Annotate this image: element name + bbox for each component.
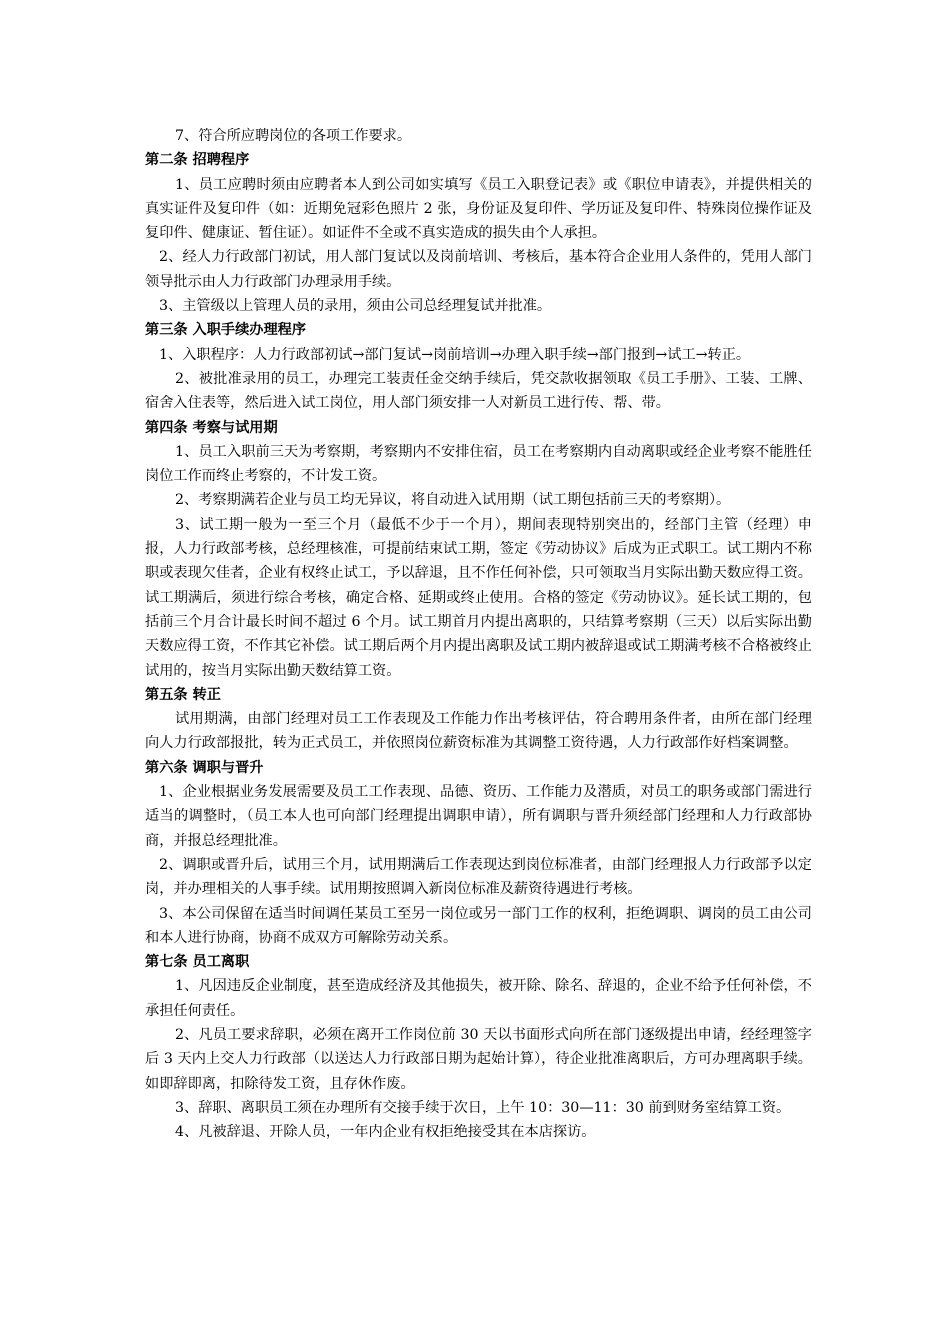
paragraph: 3、辞职、离职员工须在办理所有交接手续于次日，上午 10：30—11：30 前到财务室结算工资。 xyxy=(175,1099,791,1116)
article-heading: 第六条 调职与晋升 xyxy=(145,759,264,776)
article-heading: 第三条 入职手续办理程序 xyxy=(145,322,307,339)
paragraph: 4、凡被辞退、开除人员，一年内企业有权拒绝接受其在本店探访。 xyxy=(175,1124,596,1141)
paragraph: 2、调职或晋升后，试用三个月，试用期满后工作表现达到岗位标准者，由部门经理报人力行政部予以定岗，并办理相关的人事手续。试用期按照调入新岗位标准及薪资待遇进行考核。 xyxy=(145,856,812,898)
paragraph: 试用期满，由部门经理对员工工作表现及工作能力作出考核评估，符合聘用条件者，由所在部门经理向人力行政部报批，转为正式员工，并依照岗位薪资标准为其调整工资待遇，人力行政部作好档案调整。 xyxy=(145,711,812,752)
paragraph: 2、被批准录用的员工，办理完工装责任金交纳手续后，凭交款收据领取《员工手册》、工装、工牌、宿舍入住表等，然后进入试工岗位，用人部门须安排一人对新员工进行传、帮、带。 xyxy=(145,370,812,412)
article-heading: 第四条 考察与试用期 xyxy=(145,419,278,436)
paragraph: 3、试工期一般为一至三个月（最低不少于一个月），期间表现特别突出的，经部门主管（经理）申报，人力行政部考核，总经理核准，可提前结束试工期，签定《劳动协议》后成为正式职工。试工期内不称职或表现欠佳者，企业有权终止试工，予以辞退，且不作任何补偿，只可领取当月实际出勤天数应得工资。试工期满后，须进行综合考核，确定合格、延期或终止使用。合格的签定《劳动协议》。延长试工期的，包括前三个月合计最长时间不超过 6 个月。试工期首月内提出离职的，只结算考察期（三天）以后实际出勤天数应得工资，不作其它补偿。试工期后两个月内提出离职及试工期内被辞退或试工期满考核不合格被终止试用的，按当月实际出勤天数结算工资。 xyxy=(145,516,812,679)
document-page xyxy=(145,124,812,1144)
paragraph: 3、本公司保留在适当时间调任某员工至另一岗位或另一部门工作的权利，拒绝调职、调岗的员工由公司和本人进行协商，协商不成双方可解除劳动关系。 xyxy=(145,905,812,946)
paragraph: 1、员工入职前三天为考察期，考察期内不安排住宿，员工在考察期内自动离职或经企业考察不能胜任岗位工作而终止考察的，不计发工资。 xyxy=(145,443,812,485)
paragraph: 7、符合所应聘岗位的各项工作要求。 xyxy=(175,128,412,144)
paragraph: 1、入职程序：人力行政部初试→部门复试→岗前培训→办理入职手续→部门报到→试工→转正。 xyxy=(159,346,751,363)
paragraph: 1、企业根据业务发展需要及员工工作表现、品德、资历、工作能力及潜质，对员工的职务或部门需进行适当的调整时，（员工本人也可向部门经理提出调职申请），所有调职与晋升须经部门经理和人力行政部协商，并报总经理批准。 xyxy=(145,784,812,849)
article-heading: 第二条 招聘程序 xyxy=(145,152,250,169)
paragraph: 2、考察期满若企业与员工均无异议，将自动进入试用期（试工期包括前三天的考察期）。 xyxy=(175,492,731,509)
article-heading: 第五条 转正 xyxy=(145,686,221,703)
paragraph: 1、凡因违反企业制度，甚至造成经济及其他损失，被开除、除名、辞退的，企业不给予任何补偿，不承担任何责任。 xyxy=(145,978,812,1019)
article-heading: 第七条 员工离职 xyxy=(145,954,250,971)
paragraph: 1、员工应聘时须由应聘者本人到公司如实填写《员工入职登记表》或《职位申请表》，并提供相关的真实证件及复印件（如：近期免冠彩色照片 2 张，身份证及复印件、学历证及复印件、特殊岗位操作证及复印件、健康证、暂住证）。如证件不全或不真实造成的损失由个人承担。 xyxy=(145,176,812,242)
paragraph: 2、凡员工要求辞职，必须在离开工作岗位前 30 天以书面形式向所在部门逐级提出申请，经经理签字后 3 天内上交人力行政部（以送达人力行政部日期为起始计算），待企业批准离职后，方可办理离职手续。如即辞即离，扣除待发工资，且存休作废。 xyxy=(145,1026,812,1092)
paragraph: 3、主管级以上管理人员的录用，须由公司总经理复试并批准。 xyxy=(159,298,552,315)
paragraph: 2、经人力行政部门初试，用人部门复试以及岗前培训、考核后，基本符合企业用人条件的，凭用人部门领导批示由人力行政部门办理录用手续。 xyxy=(145,249,812,290)
